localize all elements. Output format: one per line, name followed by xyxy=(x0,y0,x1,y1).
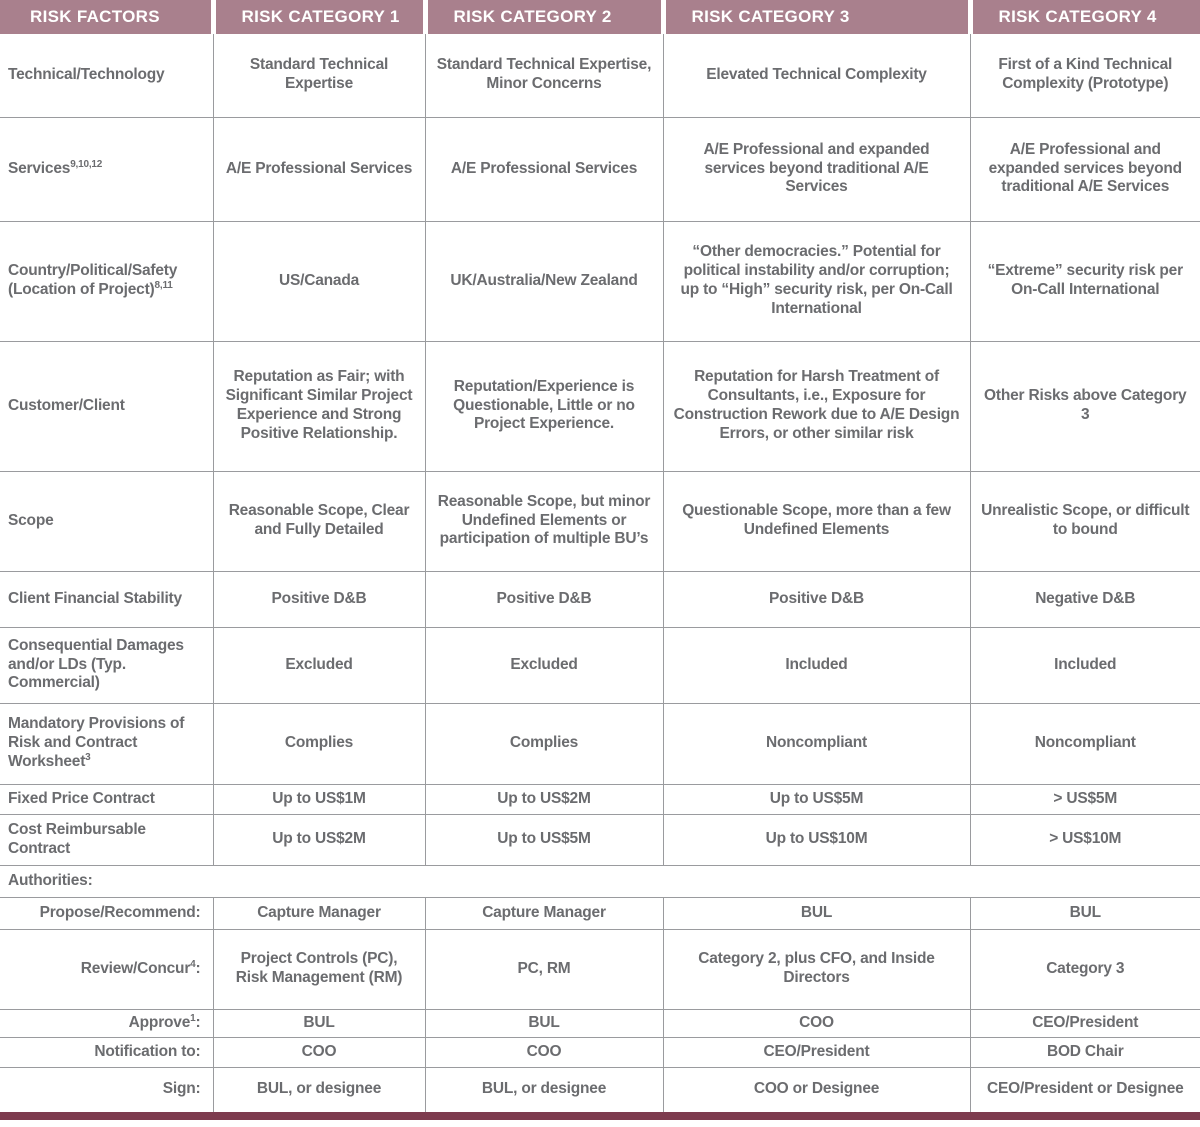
value-cell: COO or Designee xyxy=(663,1067,970,1112)
value-cell: Included xyxy=(970,627,1200,703)
factor-cell xyxy=(0,117,213,221)
factor-superscript: 1 xyxy=(190,1012,196,1024)
factor-label: Approve xyxy=(128,1013,191,1031)
table-row xyxy=(0,784,1200,814)
factor-cell xyxy=(0,1037,213,1067)
value-cell: BUL, or designee xyxy=(213,1067,425,1112)
value-cell: Positive D&B xyxy=(663,571,970,627)
table-row xyxy=(0,1037,1200,1067)
table-row xyxy=(0,221,1200,341)
bottom-accent-bar xyxy=(0,1112,1200,1120)
value-cell: UK/Australia/New Zealand xyxy=(425,221,663,341)
factor-label: Customer/Client xyxy=(8,396,125,414)
value-cell: Positive D&B xyxy=(213,571,425,627)
table-row xyxy=(0,929,1200,1009)
factor-suffix: : xyxy=(195,1013,201,1031)
value-cell: Up to US$2M xyxy=(213,814,425,865)
value-cell: A/E Professional Services xyxy=(213,117,425,221)
factor-label: Cost Reimbursable Contract xyxy=(8,820,146,857)
header-risk-factors: RISK FACTORS xyxy=(0,0,213,34)
factor-cell xyxy=(0,221,213,341)
value-cell: “Extreme” security risk per On-Call International xyxy=(970,221,1200,341)
value-cell: > US$5M xyxy=(970,784,1200,814)
value-cell: Capture Manager xyxy=(425,897,663,929)
header-risk-category-3: RISK CATEGORY 3 xyxy=(663,0,970,34)
value-cell: BUL xyxy=(970,897,1200,929)
factor-superscript: 3 xyxy=(85,751,91,763)
factor-label: Country/Political/Safety (Location of Project) xyxy=(8,262,178,298)
table-row xyxy=(0,117,1200,221)
table-row xyxy=(0,34,1200,117)
header-risk-category-2: RISK CATEGORY 2 xyxy=(425,0,663,34)
value-cell: Reputation for Harsh Treatment of Consultants, i.e., Exposure for Construction Rework due to A/E Design Errors, or other similar risk xyxy=(663,341,970,471)
factor-label: Services xyxy=(8,159,71,177)
factor-suffix: : xyxy=(195,959,201,977)
value-cell: CEO/President xyxy=(663,1037,970,1067)
factor-suffix: : xyxy=(195,903,201,921)
table-row xyxy=(0,341,1200,471)
factor-cell xyxy=(0,1067,213,1112)
value-cell: Complies xyxy=(213,703,425,784)
value-cell: BUL xyxy=(425,1009,663,1037)
value-cell: Excluded xyxy=(425,627,663,703)
factor-label: Technical/Technology xyxy=(8,65,165,83)
value-cell: Standard Technical Expertise, Minor Concerns xyxy=(425,34,663,117)
value-cell: Up to US$2M xyxy=(425,784,663,814)
value-cell: Project Controls (PC), Risk Management (RM) xyxy=(213,929,425,1009)
value-cell: Category 3 xyxy=(970,929,1200,1009)
factor-label: Scope xyxy=(8,511,54,529)
value-cell: Other Risks above Category 3 xyxy=(970,341,1200,471)
value-cell: A/E Professional and expanded services beyond traditional A/E Services xyxy=(663,117,970,221)
value-cell: Standard Technical Expertise xyxy=(213,34,425,117)
value-cell: Noncompliant xyxy=(663,703,970,784)
table-row xyxy=(0,814,1200,865)
value-cell: COO xyxy=(425,1037,663,1067)
value-cell: Reasonable Scope, but minor Undefined Elements or participation of multiple BU’s xyxy=(425,471,663,571)
value-cell: Questionable Scope, more than a few Undefined Elements xyxy=(663,471,970,571)
factor-label: Mandatory Provisions of Risk and Contract Worksheet xyxy=(8,715,185,770)
header-risk-category-4: RISK CATEGORY 4 xyxy=(970,0,1200,34)
value-cell: BUL xyxy=(663,897,970,929)
value-cell: Positive D&B xyxy=(425,571,663,627)
value-cell: Excluded xyxy=(213,627,425,703)
value-cell: CEO/President or Designee xyxy=(970,1067,1200,1112)
value-cell: Category 2, plus CFO, and Inside Directors xyxy=(663,929,970,1009)
value-cell: Included xyxy=(663,627,970,703)
factor-cell xyxy=(0,627,213,703)
value-cell: PC, RM xyxy=(425,929,663,1009)
factor-cell xyxy=(0,341,213,471)
value-cell: First of a Kind Technical Complexity (Prototype) xyxy=(970,34,1200,117)
table-row xyxy=(0,897,1200,929)
value-cell: BUL, or designee xyxy=(425,1067,663,1112)
table-row xyxy=(0,471,1200,571)
value-cell: Up to US$5M xyxy=(425,814,663,865)
factor-cell xyxy=(0,1009,213,1037)
value-cell: BOD Chair xyxy=(970,1037,1200,1067)
factor-suffix: : xyxy=(195,1080,201,1098)
factor-cell xyxy=(0,929,213,1009)
table-row xyxy=(0,703,1200,784)
factor-cell xyxy=(0,571,213,627)
factor-label: Propose/Recommend xyxy=(39,903,196,921)
factor-label: Consequential Damages and/or LDs (Typ. Commercial) xyxy=(8,636,184,692)
value-cell: Up to US$5M xyxy=(663,784,970,814)
value-cell: Complies xyxy=(425,703,663,784)
table-row xyxy=(0,627,1200,703)
factor-label: Sign xyxy=(162,1080,196,1098)
value-cell: “Other democracies.” Potential for political instability and/or corruption; up to “High” security risk, per On-Call International xyxy=(663,221,970,341)
factor-cell xyxy=(0,34,213,117)
factor-superscript: 8,11 xyxy=(154,279,173,291)
factor-label: Review/Concur xyxy=(80,959,191,977)
header-row xyxy=(0,0,1200,34)
value-cell: COO xyxy=(663,1009,970,1037)
factor-label: Notification to xyxy=(94,1042,196,1060)
value-cell: Elevated Technical Complexity xyxy=(663,34,970,117)
section-label: Authorities: xyxy=(0,865,1200,897)
value-cell: US/Canada xyxy=(213,221,425,341)
factor-cell xyxy=(0,784,213,814)
value-cell: COO xyxy=(213,1037,425,1067)
factor-cell xyxy=(0,471,213,571)
value-cell: BUL xyxy=(213,1009,425,1037)
factor-cell xyxy=(0,814,213,865)
factor-label: Fixed Price Contract xyxy=(8,789,155,807)
value-cell: Noncompliant xyxy=(970,703,1200,784)
table-row xyxy=(0,571,1200,627)
value-cell: Reputation/Experience is Questionable, Little or no Project Experience. xyxy=(425,341,663,471)
value-cell: Reputation as Fair; with Significant Similar Project Experience and Strong Positive Relationship. xyxy=(213,341,425,471)
value-cell: A/E Professional Services xyxy=(425,117,663,221)
value-cell: > US$10M xyxy=(970,814,1200,865)
factor-cell xyxy=(0,897,213,929)
factor-suffix: : xyxy=(195,1042,201,1060)
factor-superscript: 9,10,12 xyxy=(70,158,103,170)
section-row xyxy=(0,865,1200,897)
value-cell: Reasonable Scope, Clear and Fully Detailed xyxy=(213,471,425,571)
value-cell: A/E Professional and expanded services beyond traditional A/E Services xyxy=(970,117,1200,221)
factor-superscript: 4 xyxy=(190,958,196,970)
table-row xyxy=(0,1067,1200,1112)
value-cell: Unrealistic Scope, or difficult to bound xyxy=(970,471,1200,571)
factor-label: Client Financial Stability xyxy=(8,589,182,607)
factor-cell xyxy=(0,703,213,784)
table-row xyxy=(0,1009,1200,1037)
value-cell: Capture Manager xyxy=(213,897,425,929)
value-cell: Up to US$1M xyxy=(213,784,425,814)
header-risk-category-1: RISK CATEGORY 1 xyxy=(213,0,425,34)
value-cell: Negative D&B xyxy=(970,571,1200,627)
table-body xyxy=(0,34,1200,1112)
value-cell: Up to US$10M xyxy=(663,814,970,865)
value-cell: CEO/President xyxy=(970,1009,1200,1037)
